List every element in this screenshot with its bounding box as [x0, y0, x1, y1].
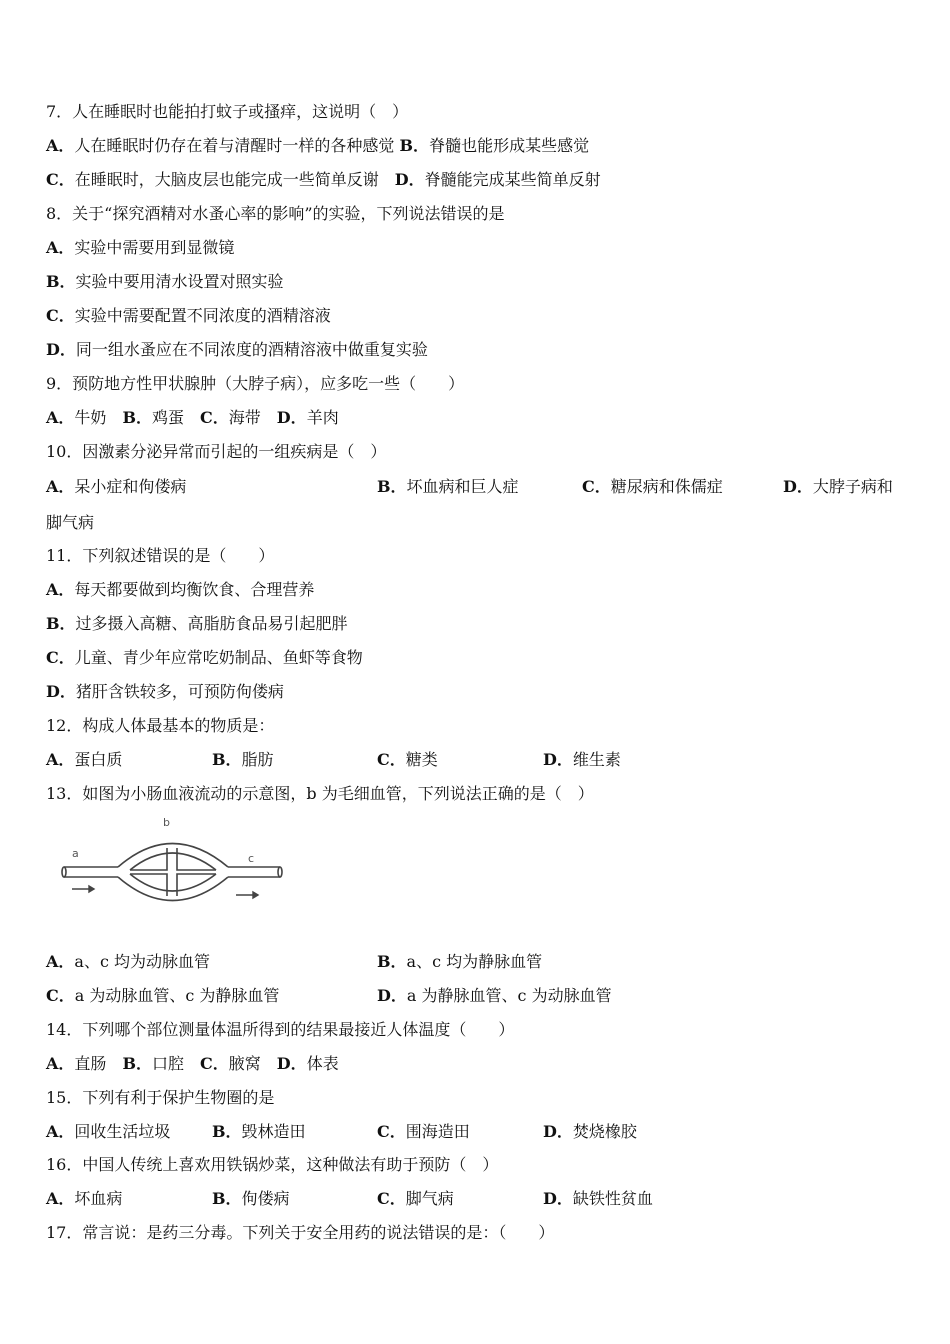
flow-arrow-right-head — [253, 892, 258, 898]
capillary-outer-top — [118, 844, 228, 868]
question-9-stem: 9．预防地方性甲状腺肿（大脖子病），应多吃一些（ ） — [46, 374, 465, 393]
option-label-c: C． — [582, 477, 611, 496]
capillary-inner-top — [130, 853, 216, 870]
option-label-a: A． — [46, 1122, 75, 1141]
question-14-stem: 14．下列哪个部位测量体温所得到的结果最接近人体温度（ ） — [46, 1020, 515, 1039]
question-11-option-c: 儿童、青少年应常吃奶制品、鱼虾等食物 — [74, 648, 363, 667]
option-label-b: B． — [46, 272, 76, 291]
option-label-a: A． — [46, 580, 75, 599]
question-13-option-a-row — [46, 952, 210, 972]
question-16-option-d: 缺铁性贫血 — [572, 1189, 653, 1208]
question-11-option-d-row — [46, 682, 284, 702]
question-15-option-b-row — [212, 1122, 306, 1142]
question-16-option-c: 脚气病 — [405, 1189, 454, 1208]
question-9-option-b: 鸡蛋 — [151, 408, 184, 427]
question-15-option-c-row — [377, 1122, 470, 1142]
question-8-option-b-row — [46, 272, 284, 292]
question-12-option-a: 蛋白质 — [74, 750, 123, 769]
question-10-option-c: 糖尿病和侏儒症 — [610, 477, 723, 496]
question-16-option-b-row — [212, 1189, 290, 1209]
question-15-option-a: 回收生活垃圾 — [74, 1122, 171, 1141]
diagram-label-b: b — [163, 816, 170, 829]
question-13-stem: 13．如图为小肠血液流动的示意图，b 为毛细血管，下列说法正确的是（ ） — [46, 784, 594, 803]
question-16-stem: 16．中国人传统上喜欢用铁锅炒菜，这种做法有助于预防（ ） — [46, 1155, 499, 1174]
option-label-d: D． — [543, 1189, 573, 1208]
question-12-option-a-row — [46, 750, 122, 770]
small-intestine-blood-flow-diagram — [60, 812, 290, 907]
question-13-option-d: a 为静脉血管、c 为动脉血管 — [406, 986, 612, 1005]
question-8-option-b: 实验中要用清水设置对照实验 — [75, 272, 284, 291]
question-12-option-c: 糖类 — [405, 750, 438, 769]
question-10-stem: 10．因激素分泌异常而引起的一组疾病是（ ） — [46, 442, 387, 461]
option-label-c: C． — [46, 648, 75, 667]
vessel-c-end — [278, 867, 282, 877]
question-9-options — [46, 408, 339, 428]
question-7-option-b: 脊髓也能形成某些感觉 — [429, 136, 590, 155]
question-12-stem: 12．构成人体最基本的物质是： — [46, 716, 275, 735]
question-7-option-a: 人在睡眠时仍存在着与清醒时一样的各种感觉 — [74, 136, 395, 155]
option-label-a: A． — [46, 1054, 75, 1073]
option-label-c: C． — [377, 750, 406, 769]
question-12-option-b: 脂肪 — [241, 750, 274, 769]
option-label-d: D． — [46, 682, 76, 701]
question-8-option-c: 实验中需要配置不同浓度的酒精溶液 — [74, 306, 331, 325]
question-16-option-b: 佝偻病 — [241, 1189, 290, 1208]
option-label-a: A． — [46, 136, 75, 155]
option-label-b: B． — [212, 750, 242, 769]
question-8-option-a-row — [46, 238, 234, 258]
option-label-d: D． — [543, 1122, 573, 1141]
option-label-b: B． — [377, 477, 407, 496]
question-16-option-a: 坏血病 — [74, 1189, 123, 1208]
vessel-a-end — [62, 867, 66, 877]
question-8-option-d: 同一组水蚤应在不同浓度的酒精溶液中做重复实验 — [75, 340, 428, 359]
option-label-c: C． — [46, 170, 75, 189]
question-13-option-c-row — [46, 986, 279, 1006]
question-12-option-d: 维生素 — [572, 750, 621, 769]
question-14-option-c: 腋窝 — [228, 1054, 261, 1073]
question-8-stem: 8．关于“探究酒精对水蚤心率的影响”的实验，下列说法错误的是 — [46, 204, 505, 223]
question-12-option-b-row — [212, 750, 274, 770]
option-label-d: D． — [394, 170, 425, 189]
question-11-option-c-row — [46, 648, 363, 668]
question-11-option-a: 每天都要做到均衡饮食、合理营养 — [74, 580, 315, 599]
option-label-c: C． — [46, 986, 75, 1005]
question-9-option-c: 海带 — [228, 408, 261, 427]
question-16-option-c-row — [377, 1189, 454, 1209]
question-17-stem: 17．常言说：是药三分毒。下列关于安全用药的说法错误的是：（ ） — [46, 1223, 555, 1242]
question-13-option-b: a、c 均为静脉血管 — [406, 952, 543, 971]
option-label-d: D． — [46, 340, 76, 359]
option-label-a: A． — [46, 477, 75, 496]
question-8-option-c-row — [46, 306, 331, 326]
option-label-d: D． — [276, 408, 307, 427]
option-label-a: A． — [46, 408, 75, 427]
question-10-option-d: 大脖子病和 — [812, 477, 893, 496]
option-label-b: B． — [399, 136, 430, 155]
capillary-inner-bottom — [130, 874, 216, 891]
question-12-option-c-row — [377, 750, 438, 770]
option-label-d: D． — [783, 477, 813, 496]
option-label-b: B． — [212, 1122, 242, 1141]
question-7-options-cd — [46, 170, 601, 190]
flow-arrow-left-head — [89, 886, 94, 892]
question-13-option-a: a、c 均为动脉血管 — [74, 952, 211, 971]
question-14-option-a: 直肠 — [74, 1054, 107, 1073]
question-11-option-b-row — [46, 614, 348, 634]
question-10-option-d-row — [783, 477, 893, 497]
question-15-option-c: 围海造田 — [405, 1122, 470, 1141]
diagram-label-c: c — [248, 852, 255, 865]
question-7-option-d: 脊髓能完成某些简单反射 — [424, 170, 601, 189]
question-11-option-d: 猪肝含铁较多，可预防佝偻病 — [75, 682, 284, 701]
option-label-c: C． — [377, 1122, 406, 1141]
option-label-b: B． — [122, 1054, 152, 1073]
option-label-a: A． — [46, 1189, 75, 1208]
question-15-option-d: 焚烧橡胶 — [572, 1122, 637, 1141]
vessel-c — [228, 867, 280, 877]
question-10-option-c-row — [582, 477, 723, 497]
question-8-option-d-row — [46, 340, 428, 360]
option-label-b: B． — [122, 408, 152, 427]
question-16-option-a-row — [46, 1189, 122, 1209]
option-label-d: D． — [276, 1054, 307, 1073]
question-10-option-d-continued: 脚气病 — [46, 513, 95, 532]
question-7-stem: 7．人在睡眠时也能拍打蚊子或搔痒，这说明（ ） — [46, 102, 409, 121]
question-14-option-d: 体表 — [306, 1054, 339, 1073]
question-11-option-b: 过多摄入高糖、高脂肪食品易引起肥胖 — [75, 614, 348, 633]
option-label-a: A． — [46, 238, 75, 257]
option-label-d: D． — [543, 750, 573, 769]
option-label-d: D． — [377, 986, 407, 1005]
option-label-b: B． — [212, 1189, 242, 1208]
question-14-option-b: 口腔 — [151, 1054, 184, 1073]
question-11-option-a-row — [46, 580, 314, 600]
question-15-option-a-row — [46, 1122, 170, 1142]
question-15-stem: 15．下列有利于保护生物圈的是 — [46, 1088, 275, 1107]
question-13-option-c: a 为动脉血管、c 为静脉血管 — [74, 986, 280, 1005]
question-10-option-b-row — [377, 477, 519, 497]
question-10-option-a-row — [46, 477, 186, 497]
capillary-outer-bottom — [118, 877, 228, 901]
option-label-a: A． — [46, 750, 75, 769]
question-10-option-a: 呆小症和佝偻病 — [74, 477, 187, 496]
question-7-option-c: 在睡眠时，大脑皮层也能完成一些简单反谢 — [74, 170, 379, 189]
option-label-a: A． — [46, 952, 75, 971]
question-9-option-d: 羊肉 — [306, 408, 339, 427]
diagram-label-a: a — [72, 847, 79, 860]
option-label-c: C． — [46, 306, 75, 325]
option-label-c: C． — [200, 408, 229, 427]
vessel-a — [64, 867, 118, 877]
question-14-options — [46, 1054, 339, 1074]
question-16-option-d-row — [543, 1189, 653, 1209]
option-label-c: C． — [377, 1189, 406, 1208]
option-label-b: B． — [46, 614, 76, 633]
question-15-option-d-row — [543, 1122, 637, 1142]
question-11-stem: 11．下列叙述错误的是（ ） — [46, 546, 275, 565]
question-13-option-d-row — [377, 986, 612, 1006]
question-7-options-ab — [46, 136, 589, 156]
option-label-c: C． — [200, 1054, 229, 1073]
question-12-option-d-row — [543, 750, 621, 770]
question-15-option-b: 毁林造田 — [241, 1122, 306, 1141]
question-10-option-b: 坏血病和巨人症 — [406, 477, 519, 496]
question-13-option-b-row — [377, 952, 542, 972]
option-label-b: B． — [377, 952, 407, 971]
question-9-option-a: 牛奶 — [74, 408, 107, 427]
question-8-option-a: 实验中需要用到显微镜 — [74, 238, 235, 257]
